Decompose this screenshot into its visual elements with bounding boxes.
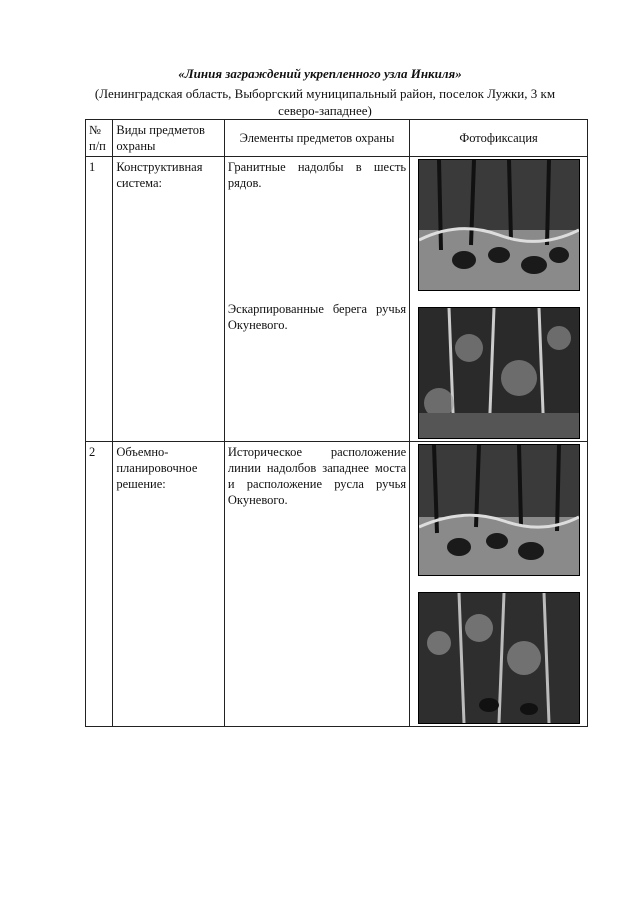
document-title: «Линия заграждений укрепленного узла Инкиля» <box>178 66 462 81</box>
row-type: Конструктивная система: <box>113 157 225 442</box>
row-number: 2 <box>86 442 113 727</box>
photo-stream-bed <box>418 592 580 724</box>
element-text: Гранитные надолбы в шесть рядов. <box>227 160 407 190</box>
row-photos <box>410 442 588 727</box>
protection-table <box>85 119 588 727</box>
photo-forest-dragon-teeth <box>418 159 580 291</box>
photo-stream-banks <box>418 307 580 439</box>
row-elements <box>224 442 409 727</box>
table-header-row <box>86 120 588 157</box>
header-number: № п/п <box>86 120 113 157</box>
table-row <box>86 442 588 727</box>
element-text: Историческое расположение линии надолбов западнее моста и расположение русла ручья Окуневого. <box>227 445 407 507</box>
row-photos <box>410 157 588 442</box>
header-type: Виды предметов охраны <box>113 120 225 157</box>
header-photo: Фотофиксация <box>410 120 588 157</box>
row-number: 1 <box>86 157 113 442</box>
row-elements <box>224 157 409 442</box>
header-elements: Элементы предметов охраны <box>224 120 409 157</box>
row-type: Объемно-планировочное решение: <box>113 442 225 727</box>
element-text: Эскарпированные берега ручья Окуневого. <box>227 302 407 332</box>
table-row <box>86 157 588 442</box>
photo-dragon-teeth-line <box>418 444 580 576</box>
document-location: (Ленинградская область, Выборгский муниципальный район, поселок Лужки, 3 км северо-западнее) <box>94 86 556 118</box>
